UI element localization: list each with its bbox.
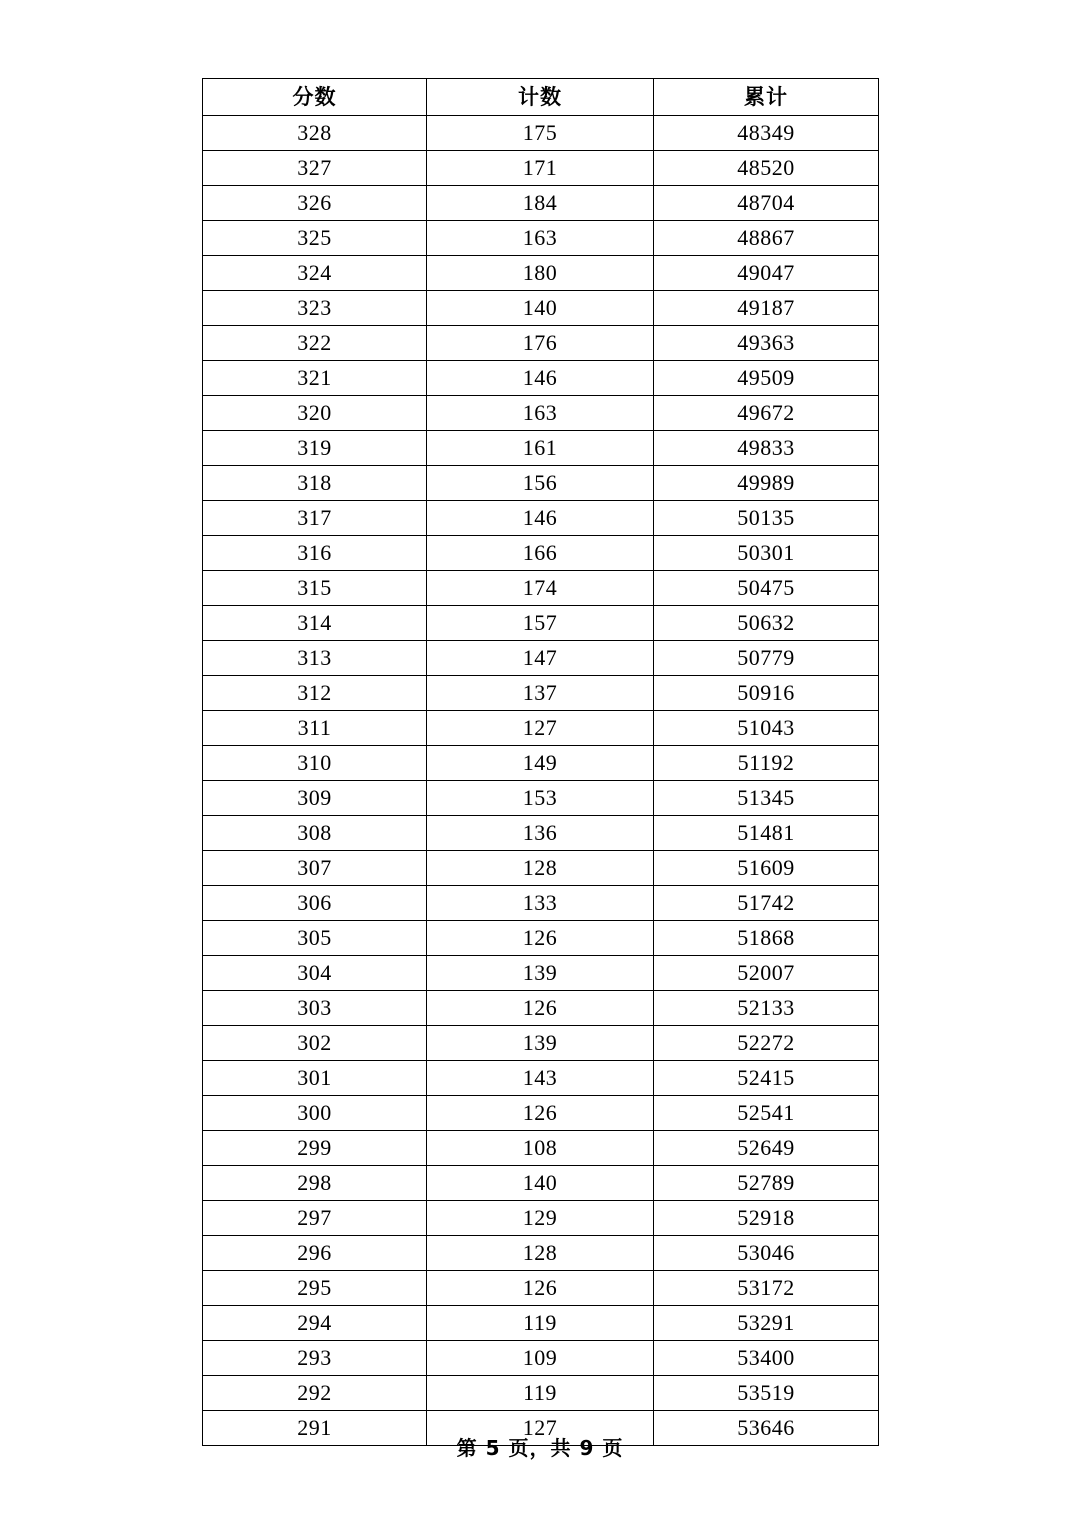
cell-score: 301 — [203, 1061, 427, 1096]
table-row — [203, 291, 879, 326]
cell-score: 304 — [203, 956, 427, 991]
cell-score: 327 — [203, 151, 427, 186]
table-row — [203, 361, 879, 396]
cell-score: 291 — [203, 1411, 427, 1446]
cell-score: 323 — [203, 291, 427, 326]
cell-count: 136 — [427, 816, 654, 851]
cell-count: 171 — [427, 151, 654, 186]
cell-score: 325 — [203, 221, 427, 256]
cell-count: 143 — [427, 1061, 654, 1096]
cell-score: 315 — [203, 571, 427, 606]
score-distribution-table-container — [202, 78, 878, 1446]
cell-count: 163 — [427, 221, 654, 256]
cell-cumulative: 50632 — [654, 606, 879, 641]
cell-score: 328 — [203, 116, 427, 151]
table-row — [203, 256, 879, 291]
cell-cumulative: 53046 — [654, 1236, 879, 1271]
table-row — [203, 1166, 879, 1201]
cell-count: 156 — [427, 466, 654, 501]
cell-count: 108 — [427, 1131, 654, 1166]
cell-count: 133 — [427, 886, 654, 921]
cell-cumulative: 51345 — [654, 781, 879, 816]
table-row — [203, 1341, 879, 1376]
table-header — [203, 79, 879, 116]
cell-score: 307 — [203, 851, 427, 886]
table-row — [203, 571, 879, 606]
cell-cumulative: 52789 — [654, 1166, 879, 1201]
cell-count: 139 — [427, 956, 654, 991]
cell-cumulative: 53172 — [654, 1271, 879, 1306]
table-row — [203, 1271, 879, 1306]
cell-count: 166 — [427, 536, 654, 571]
table-row — [203, 1306, 879, 1341]
cell-cumulative: 51868 — [654, 921, 879, 956]
cell-score: 316 — [203, 536, 427, 571]
cell-score: 321 — [203, 361, 427, 396]
cell-count: 128 — [427, 851, 654, 886]
table-row — [203, 781, 879, 816]
table-row — [203, 1061, 879, 1096]
cell-score: 324 — [203, 256, 427, 291]
table-row — [203, 1376, 879, 1411]
table-row — [203, 431, 879, 466]
table-row — [203, 466, 879, 501]
table-row — [203, 326, 879, 361]
cell-cumulative: 50135 — [654, 501, 879, 536]
table-row — [203, 221, 879, 256]
cell-cumulative: 49989 — [654, 466, 879, 501]
cell-cumulative: 50779 — [654, 641, 879, 676]
cell-score: 311 — [203, 711, 427, 746]
cell-score: 296 — [203, 1236, 427, 1271]
cell-score: 317 — [203, 501, 427, 536]
table-row — [203, 501, 879, 536]
table-row — [203, 991, 879, 1026]
table-row — [203, 396, 879, 431]
table-row — [203, 746, 879, 781]
cell-cumulative: 50916 — [654, 676, 879, 711]
table-row — [203, 1026, 879, 1061]
cell-count: 127 — [427, 711, 654, 746]
cell-cumulative: 53646 — [654, 1411, 879, 1446]
cell-count: 139 — [427, 1026, 654, 1061]
cell-score: 294 — [203, 1306, 427, 1341]
table-row — [203, 851, 879, 886]
cell-cumulative: 48704 — [654, 186, 879, 221]
cell-cumulative: 52649 — [654, 1131, 879, 1166]
table-row — [203, 956, 879, 991]
cell-score: 299 — [203, 1131, 427, 1166]
cell-score: 320 — [203, 396, 427, 431]
cell-score: 322 — [203, 326, 427, 361]
cell-score: 326 — [203, 186, 427, 221]
cell-count: 119 — [427, 1376, 654, 1411]
cell-cumulative: 52918 — [654, 1201, 879, 1236]
table-row — [203, 641, 879, 676]
cell-score: 314 — [203, 606, 427, 641]
cell-score: 313 — [203, 641, 427, 676]
cell-score: 310 — [203, 746, 427, 781]
cell-count: 126 — [427, 991, 654, 1026]
cell-cumulative: 52007 — [654, 956, 879, 991]
column-header-count: 计数 — [427, 79, 654, 116]
cell-cumulative: 48520 — [654, 151, 879, 186]
cell-count: 129 — [427, 1201, 654, 1236]
cell-cumulative: 49187 — [654, 291, 879, 326]
table-row — [203, 536, 879, 571]
cell-score: 300 — [203, 1096, 427, 1131]
cell-count: 149 — [427, 746, 654, 781]
cell-count: 126 — [427, 1271, 654, 1306]
cell-score: 295 — [203, 1271, 427, 1306]
cell-cumulative: 51609 — [654, 851, 879, 886]
cell-cumulative: 52541 — [654, 1096, 879, 1131]
table-row — [203, 1236, 879, 1271]
cell-count: 180 — [427, 256, 654, 291]
cell-cumulative: 48867 — [654, 221, 879, 256]
cell-score: 302 — [203, 1026, 427, 1061]
cell-count: 140 — [427, 1166, 654, 1201]
cell-cumulative: 51481 — [654, 816, 879, 851]
cell-count: 153 — [427, 781, 654, 816]
cell-score: 305 — [203, 921, 427, 956]
table-row — [203, 921, 879, 956]
cell-count: 126 — [427, 1096, 654, 1131]
cell-score: 297 — [203, 1201, 427, 1236]
cell-count: 175 — [427, 116, 654, 151]
table-row — [203, 816, 879, 851]
cell-cumulative: 48349 — [654, 116, 879, 151]
cell-cumulative: 49047 — [654, 256, 879, 291]
cell-count: 127 — [427, 1411, 654, 1446]
cell-cumulative: 53291 — [654, 1306, 879, 1341]
cell-score: 309 — [203, 781, 427, 816]
table-row — [203, 711, 879, 746]
table-row — [203, 1096, 879, 1131]
cell-cumulative: 51742 — [654, 886, 879, 921]
cell-score: 292 — [203, 1376, 427, 1411]
page-footer: 第 5 页，共 9 页 — [456, 1436, 624, 1460]
column-header-score: 分数 — [203, 79, 427, 116]
cell-count: 161 — [427, 431, 654, 466]
table-row — [203, 606, 879, 641]
table-row — [203, 116, 879, 151]
cell-cumulative: 51192 — [654, 746, 879, 781]
cell-cumulative: 49363 — [654, 326, 879, 361]
cell-score: 308 — [203, 816, 427, 851]
cell-count: 109 — [427, 1341, 654, 1376]
table-row — [203, 151, 879, 186]
cell-score: 293 — [203, 1341, 427, 1376]
cell-count: 128 — [427, 1236, 654, 1271]
cell-count: 176 — [427, 326, 654, 361]
cell-count: 126 — [427, 921, 654, 956]
cell-score: 298 — [203, 1166, 427, 1201]
cell-score: 319 — [203, 431, 427, 466]
cell-score: 312 — [203, 676, 427, 711]
cell-cumulative: 49672 — [654, 396, 879, 431]
cell-score: 306 — [203, 886, 427, 921]
cell-cumulative: 52272 — [654, 1026, 879, 1061]
cell-cumulative: 50475 — [654, 571, 879, 606]
cell-count: 119 — [427, 1306, 654, 1341]
table-row — [203, 1201, 879, 1236]
cell-count: 184 — [427, 186, 654, 221]
column-header-cumulative: 累计 — [654, 79, 879, 116]
table-row — [203, 186, 879, 221]
cell-score: 303 — [203, 991, 427, 1026]
cell-count: 163 — [427, 396, 654, 431]
cell-cumulative: 53400 — [654, 1341, 879, 1376]
score-distribution-table — [202, 78, 879, 1446]
cell-cumulative: 52415 — [654, 1061, 879, 1096]
cell-count: 147 — [427, 641, 654, 676]
cell-score: 318 — [203, 466, 427, 501]
cell-count: 146 — [427, 501, 654, 536]
cell-cumulative: 53519 — [654, 1376, 879, 1411]
table-row — [203, 1131, 879, 1166]
table-body — [203, 116, 879, 1446]
cell-count: 157 — [427, 606, 654, 641]
cell-cumulative: 49509 — [654, 361, 879, 396]
cell-count: 137 — [427, 676, 654, 711]
cell-cumulative: 49833 — [654, 431, 879, 466]
cell-count: 174 — [427, 571, 654, 606]
table-row — [203, 676, 879, 711]
cell-count: 146 — [427, 361, 654, 396]
table-header-row — [203, 79, 879, 116]
cell-cumulative: 50301 — [654, 536, 879, 571]
cell-cumulative: 51043 — [654, 711, 879, 746]
table-row — [203, 886, 879, 921]
cell-cumulative: 52133 — [654, 991, 879, 1026]
cell-count: 140 — [427, 291, 654, 326]
